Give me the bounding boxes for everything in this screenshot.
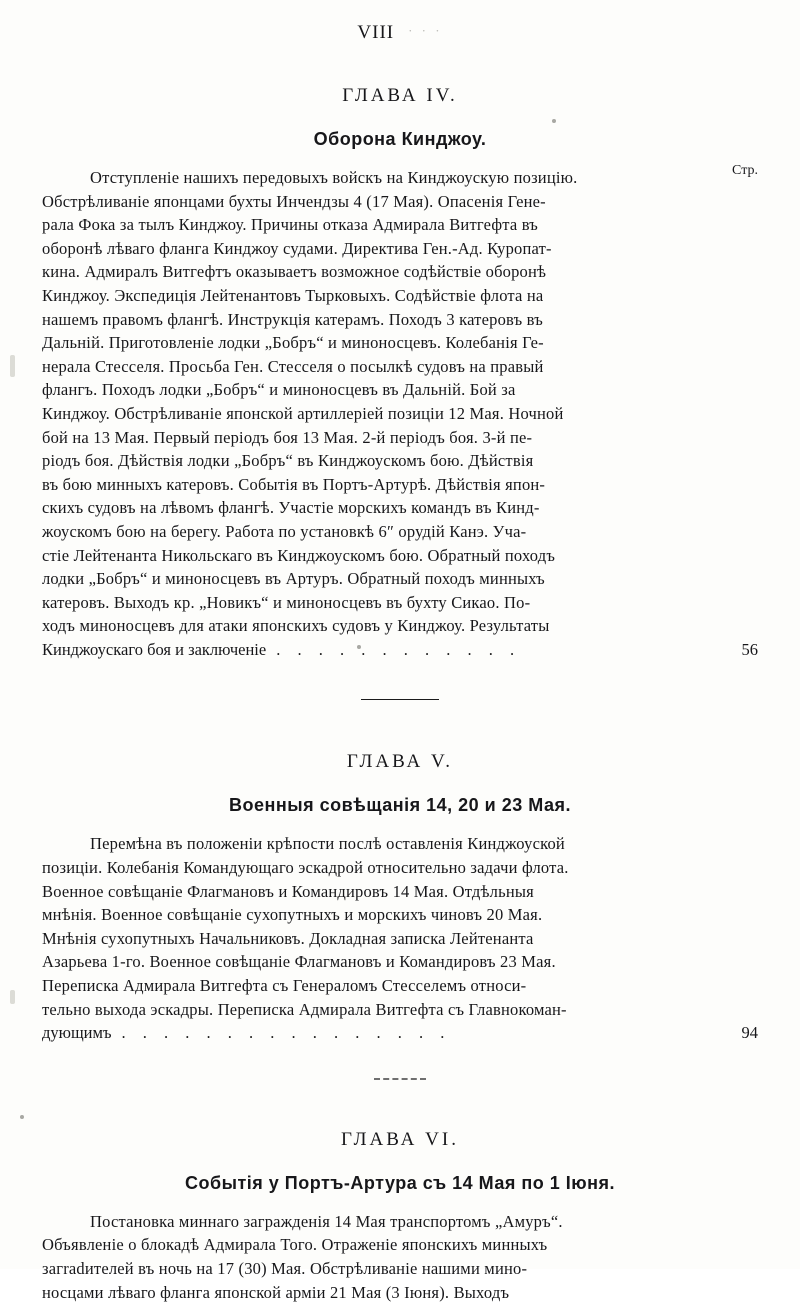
chapter-5-summary (42, 832, 758, 1021)
rule-line (361, 699, 439, 701)
toc-entry-chapter-6[interactable] (42, 1129, 758, 1304)
line: Отступленіе нашихъ передовыхъ войскъ на Кинджоускую позицію. (90, 168, 578, 187)
line: оборонѣ лѣваго фланга Кинджоу судами. Директива Ген.-Ад. Куропат- (42, 238, 552, 258)
line: носцами лѣваго фланга японской арміи 21 Мая (3 Іюня). Выходъ (42, 1282, 510, 1302)
dot-leader: . . . . . . . . . . . . (276, 639, 521, 659)
line: стіе Лейтенанта Никольскаго въ Кинджоускомъ бою. Обратный походъ (42, 545, 556, 565)
chapter-4-last-line (42, 638, 758, 662)
chapter-5-title: Военныя совѣщанія 14, 20 и 23 Мая. (228, 795, 571, 816)
table-of-contents (42, 85, 758, 1304)
page-edge-mark (10, 990, 15, 1004)
line: Обстрѣливаніе японцами бухты Инчендзы 4 (17 Мая). Опасенія Гене- (42, 191, 546, 211)
chapter-4-page-number[interactable]: 56 (741, 639, 758, 659)
line: Объявленіе о блокадѣ Адмирала Того. Отраженіе японскихъ минныхъ (42, 1235, 548, 1255)
line: Кинджоускаго боя и заключеніе (42, 639, 267, 659)
chapter-6-title: Событія у Портъ-Артура съ 14 Мая по 1 Іюня. (184, 1172, 615, 1193)
line: рала Фока за тылъ Кинджоу. Причины отказа Адмирала Витгефта въ (42, 215, 539, 235)
line: позиціи. Колебанія Командующаго эскадрой относительно задачи флота. (42, 858, 569, 878)
chapter-5-page-number[interactable]: 94 (741, 1023, 758, 1043)
folio-smudge: · · · (408, 23, 443, 38)
line: Перемѣна въ положеніи крѣпости послѣ оставленія Кинджоуской (90, 834, 565, 854)
line: Кинджоу. Обстрѣливаніе японской артиллеріей позиціи 12 Мая. Ночной (42, 403, 564, 423)
line: кина. Адмиралъ Витгефтъ оказываетъ возможное содѣйствіе оборонѣ (42, 262, 547, 282)
chapter-6-heading: ГЛАВА VI. (341, 1128, 459, 1150)
line: въ бою минныхъ катеровъ. Событія въ Портъ-Артурѣ. Дѣйствія япон- (42, 474, 546, 494)
line: загradителей въ ночь на 17 (30) Мая. Обстрѣливаніе нашими мино- (42, 1259, 528, 1278)
line: тельно выхода эскадры. Переписка Адмирала Витгефта съ Главнокоман- (42, 999, 567, 1019)
line: дующимъ (42, 1023, 112, 1043)
line: бой на 13 Мая. Первый періодъ боя 13 Мая. 2-й періодъ боя. 3-й пе- (42, 427, 533, 447)
paper-speck (20, 1115, 24, 1119)
line: катеровъ. Выходъ кр. „Новикъ“ и миноносцевъ въ бухту Сикао. По- (42, 592, 531, 612)
section-rule-dashed (42, 1069, 758, 1087)
page-folio (0, 22, 800, 44)
chapter-6-summary (42, 1210, 758, 1304)
chapter-5-heading: ГЛАВА V. (346, 751, 454, 773)
line: мнѣнія. Военное совѣщаніе сухопутныхъ и морскихъ чиновъ 20 Мая. (42, 905, 543, 925)
line: Кинджоу. Экспедиція Лейтенантовъ Тырковыхъ. Содѣйствіе флота на (42, 285, 544, 305)
line: нерала Стесселя. Просьба Ген. Стесселя о посылкѣ судовъ на правый (42, 356, 544, 376)
line: ріодъ боя. Дѣйствія лодки „Бобръ“ въ Кинджоускомъ бою. Дѣйствія (42, 451, 534, 471)
folio-number: VIII (357, 22, 395, 43)
chapter-4-heading: ГЛАВА IV. (342, 85, 458, 106)
line: Дальній. Приготовленіе лодки „Бобръ“ и миноносцевъ. Колебанія Ге- (42, 333, 544, 353)
rule-line (374, 1078, 426, 1082)
line: флангъ. Походъ лодки „Бобръ“ и миноносцевъ въ Дальній. Бой за (42, 380, 516, 400)
dot-leader: . . . . . . . . . . . . . . . . (121, 1023, 451, 1043)
chapter-4-title: Оборона Кинджоу. (313, 129, 487, 149)
line: Мнѣнія сухопутныхъ Начальниковъ. Докладная записка Лейтенанта (42, 928, 534, 948)
line: жоускомъ бою на берегу. Работа по установкѣ 6″ орудій Канэ. Уча- (42, 521, 527, 541)
page-edge-mark (10, 355, 15, 377)
toc-entry-chapter-5[interactable] (42, 751, 758, 1044)
line: Постановка миннаго загражденія 14 Мая транспортомъ „Амуръ“. (90, 1211, 563, 1231)
chapter-4-summary (42, 166, 758, 638)
line: ходъ миноносцевъ для атаки японскихъ судовъ у Кинджоу. Результаты (42, 616, 550, 636)
line: Переписка Адмирала Витгефта съ Генераломъ Стесселемъ относи- (42, 976, 527, 996)
toc-entry-chapter-4[interactable] (42, 85, 758, 661)
line: нашемъ правомъ флангѣ. Инструкція катерамъ. Походъ 3 катеровъ въ (42, 309, 543, 329)
line: Военное совѣщаніе Флагмановъ и Командировъ 14 Мая. Отдѣльныя (42, 881, 534, 901)
section-rule (42, 687, 758, 705)
line: скихъ судовъ на лѣвомъ флангѣ. Участіе морскихъ командъ въ Кинд- (42, 498, 540, 518)
line: лодки „Бобръ“ и миноносцевъ въ Артуръ. Обратный походъ минныхъ (42, 569, 545, 589)
column-header-page: Стр. (732, 163, 758, 178)
chapter-5-last-line (42, 1021, 758, 1045)
line: Азарьева 1-го. Военное совѣщаніе Флагмановъ и Командировъ 23 Мая. (42, 952, 556, 972)
